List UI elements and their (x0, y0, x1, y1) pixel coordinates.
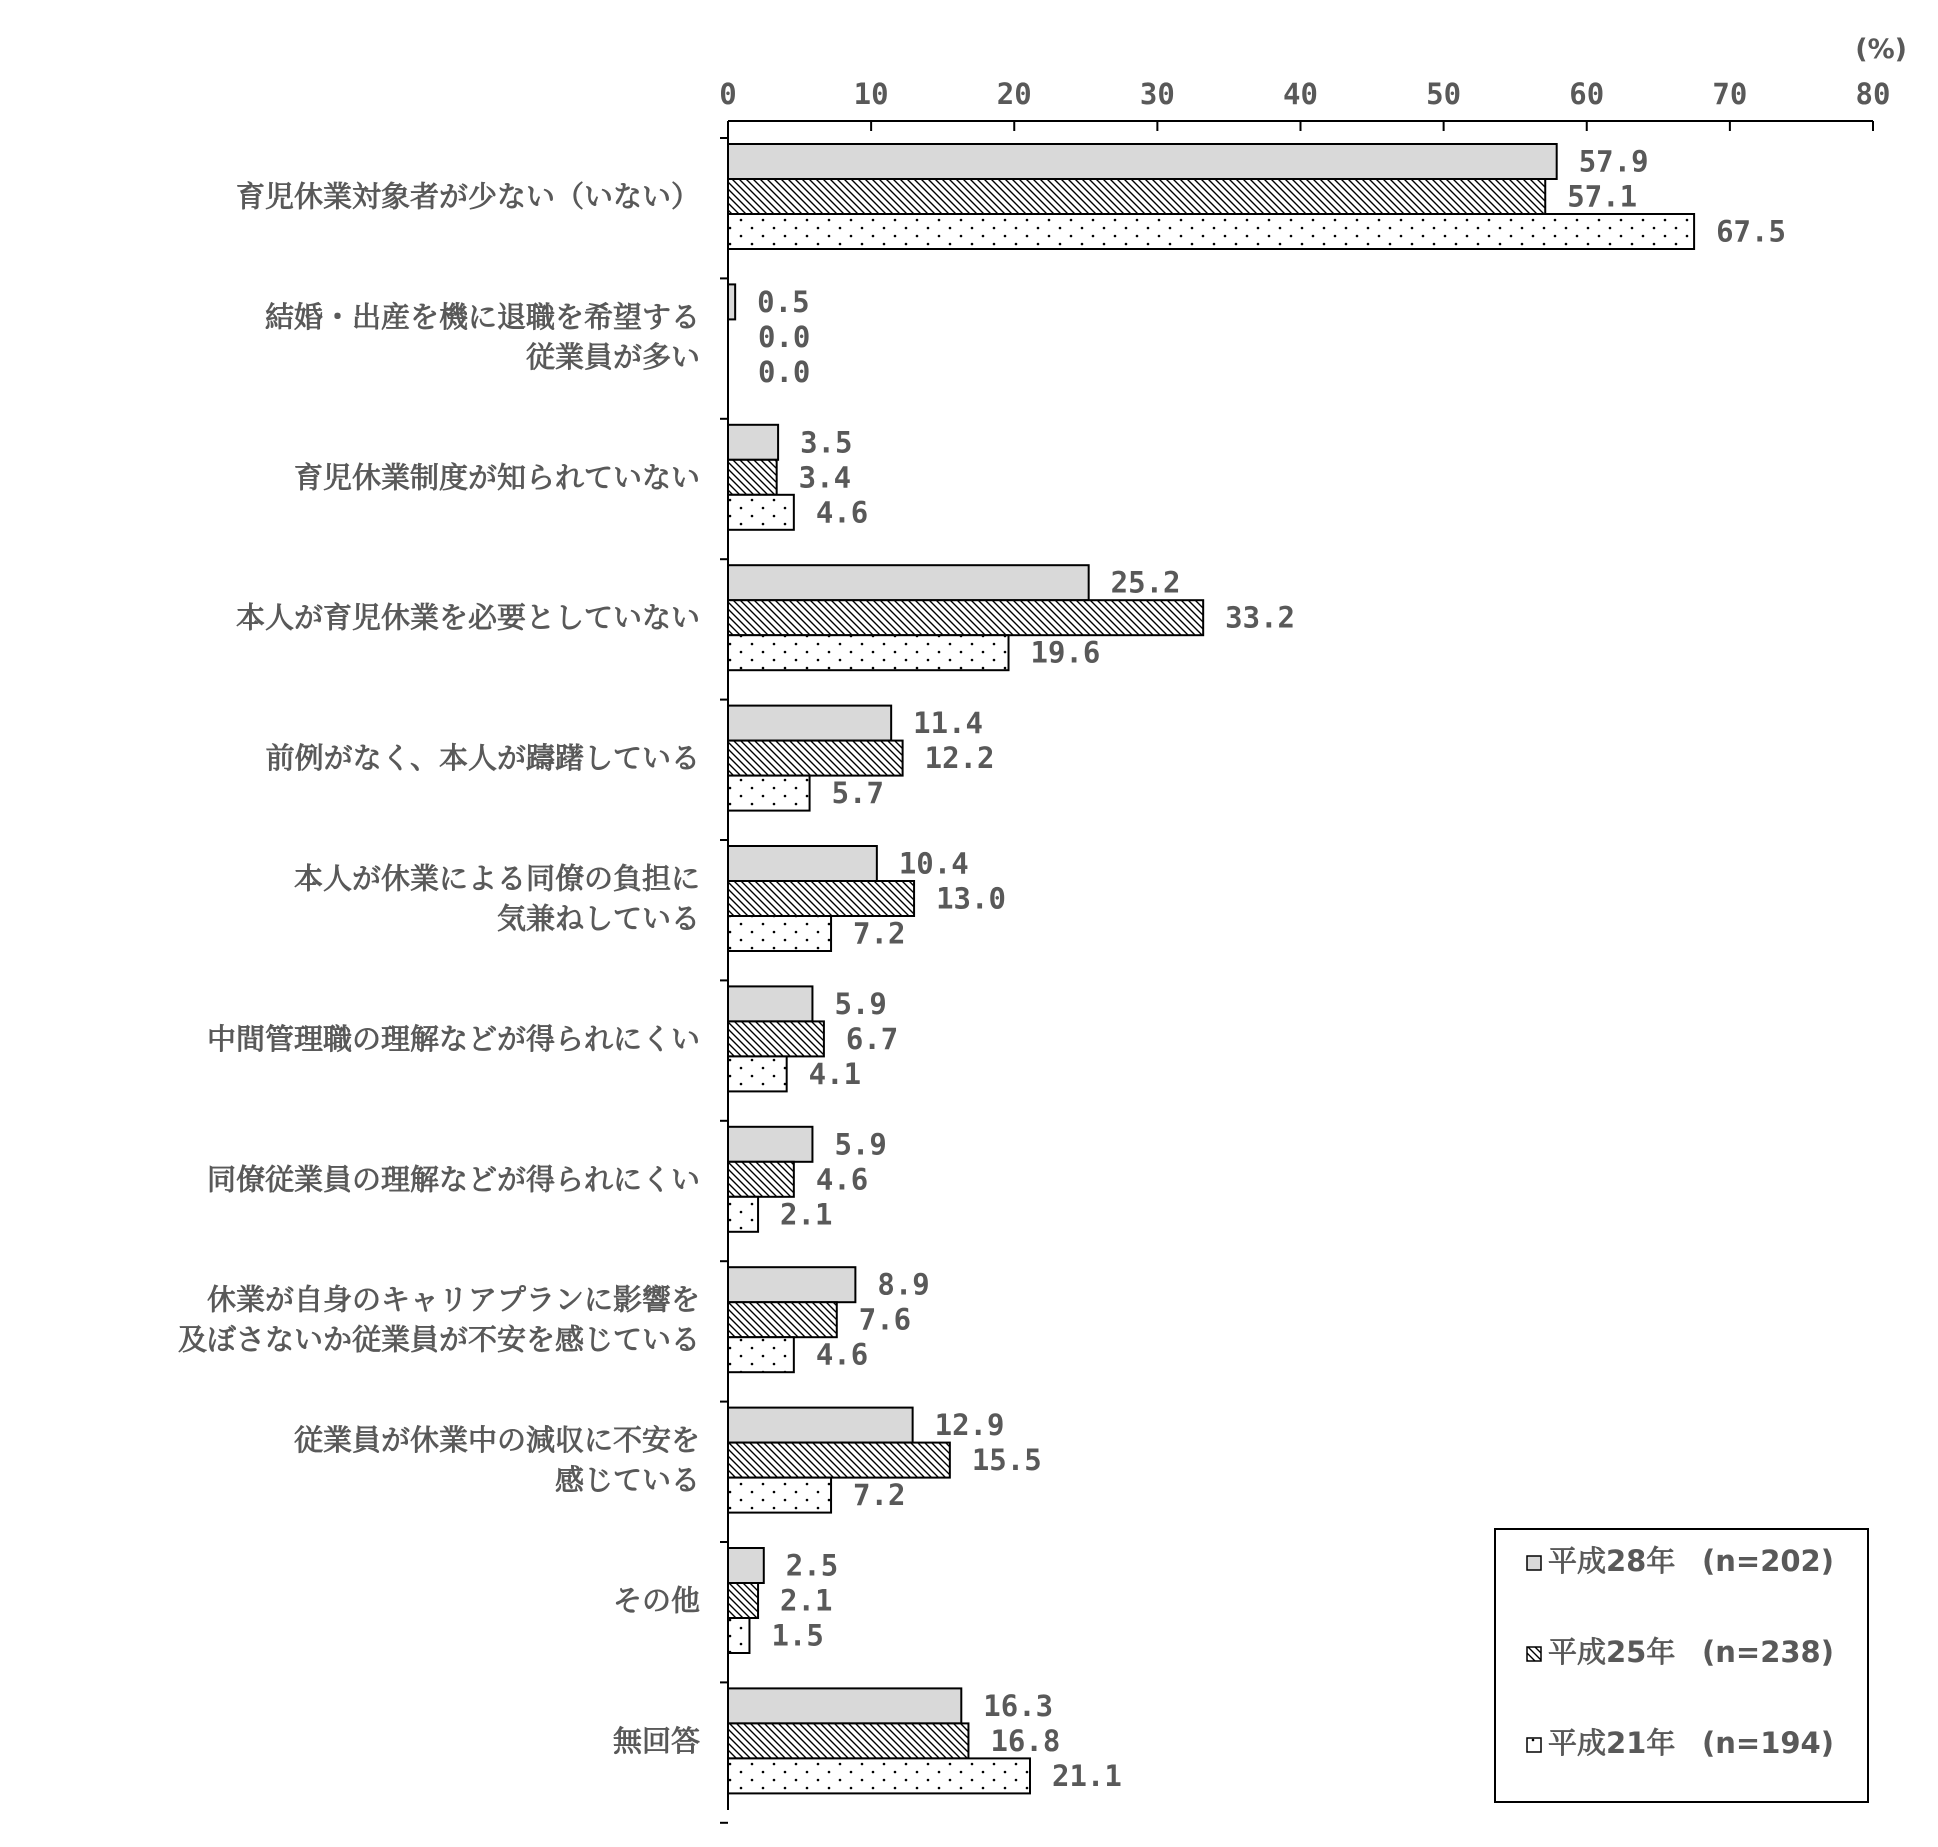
legend-series-n: (n=202) (1702, 1544, 1834, 1578)
data-label: 25.2 (1110, 565, 1181, 600)
legend-series-n: (n=238) (1702, 1635, 1834, 1669)
bar (728, 1021, 824, 1056)
data-label: 21.1 (1051, 1758, 1122, 1793)
bar (728, 425, 778, 460)
data-label: 10.4 (898, 846, 969, 881)
bar (728, 1408, 913, 1443)
data-label: 0.0 (758, 319, 811, 354)
data-label: 15.5 (971, 1443, 1042, 1478)
axis-unit-label: (%) (1855, 34, 1907, 65)
legend-swatch (1527, 1647, 1541, 1661)
data-label: 4.6 (815, 1162, 869, 1197)
category-label: 結婚・出産を機に退職を希望する (264, 299, 700, 334)
category-label: 育児休業制度が知られていない (293, 460, 700, 495)
data-label: 2.1 (780, 1197, 833, 1232)
category-label: 本人が休業による同僚の負担に (293, 861, 700, 896)
data-label: 16.3 (983, 1688, 1054, 1723)
bar (728, 1443, 950, 1478)
category-label: 従業員が休業中の減収に不安を (293, 1423, 700, 1458)
category-label: 気兼ねしている (496, 901, 700, 936)
x-tick-label: 40 (1283, 77, 1318, 111)
data-label: 8.9 (877, 1267, 930, 1302)
data-label: 5.9 (834, 986, 887, 1021)
x-tick-label: 20 (996, 77, 1032, 111)
bar (728, 1127, 812, 1162)
bar (728, 1583, 758, 1618)
bar (728, 916, 831, 951)
x-tick-label: 60 (1569, 77, 1605, 111)
legend-swatch (1527, 1738, 1541, 1752)
bar (728, 846, 877, 881)
data-label: 19.6 (1030, 635, 1101, 670)
legend-series-name: 平成25年 (1548, 1635, 1676, 1669)
data-label: 11.4 (913, 706, 984, 741)
x-tick-label: 0 (719, 77, 737, 111)
bar (728, 460, 777, 495)
bar (728, 1056, 787, 1091)
bar (728, 284, 735, 319)
data-label: 5.9 (834, 1127, 887, 1162)
bar (728, 1758, 1030, 1793)
legend-swatch (1527, 1556, 1541, 1570)
data-label: 0.0 (758, 354, 811, 389)
bar (728, 179, 1545, 214)
data-label: 16.8 (990, 1723, 1061, 1758)
data-label: 4.6 (815, 495, 869, 530)
legend-series-name: 平成21年 (1548, 1726, 1676, 1760)
category-label: 同僚従業員の理解などが得られにくい (206, 1162, 700, 1197)
x-tick-label: 50 (1426, 77, 1462, 111)
data-label: 33.2 (1225, 600, 1296, 635)
data-label: 7.6 (858, 1302, 912, 1337)
data-label: 0.5 (757, 284, 810, 319)
bar (728, 144, 1557, 179)
data-label: 7.2 (853, 1478, 906, 1513)
data-label: 3.4 (798, 460, 852, 495)
bar (728, 1723, 968, 1758)
bar (728, 1337, 794, 1372)
data-label: 57.1 (1567, 179, 1638, 214)
data-label: 4.1 (808, 1056, 862, 1091)
bar (728, 741, 903, 776)
bar (728, 635, 1009, 670)
bar (728, 1302, 837, 1337)
bar (728, 565, 1089, 600)
bar (728, 600, 1203, 635)
legend (1495, 1529, 1868, 1802)
category-label: 育児休業対象者が少ない（いない） (235, 179, 700, 214)
bar (728, 1548, 764, 1583)
category-label: 本人が育児休業を必要としていない (235, 600, 700, 635)
category-label: その他 (612, 1583, 700, 1618)
data-label: 12.2 (924, 741, 995, 776)
data-label: 67.5 (1716, 214, 1786, 249)
data-label: 1.5 (771, 1618, 824, 1653)
legend-series-name: 平成28年 (1548, 1544, 1676, 1578)
data-label: 13.0 (936, 881, 1006, 916)
data-label: 3.5 (800, 425, 853, 460)
category-label: 前例がなく、本人が躊躇している (265, 741, 700, 776)
category-labels (178, 180, 700, 1758)
bar (728, 1688, 961, 1723)
data-label: 57.9 (1578, 144, 1649, 179)
bar (728, 1267, 855, 1302)
bar (728, 214, 1694, 249)
bar (728, 776, 810, 811)
data-label: 4.6 (815, 1337, 869, 1372)
bar (728, 1478, 831, 1513)
data-label: 2.5 (785, 1548, 839, 1583)
data-label: 12.9 (934, 1408, 1005, 1443)
category-label: 従業員が多い (525, 339, 700, 374)
x-tick-label: 80 (1855, 77, 1891, 111)
category-label: 及ぼさないか従業員が不安を感じている (177, 1322, 700, 1357)
data-label: 6.7 (845, 1021, 899, 1056)
bar (728, 495, 794, 530)
bar (728, 986, 812, 1021)
category-label: 無回答 (612, 1723, 700, 1758)
bar (728, 1197, 758, 1232)
data-label: 2.1 (780, 1583, 833, 1618)
bar (728, 881, 914, 916)
legend-series-n: (n=194) (1702, 1726, 1834, 1760)
bar (728, 706, 891, 741)
x-tick-label: 70 (1712, 77, 1748, 111)
category-label: 感じている (554, 1463, 700, 1498)
category-label: 中間管理職の理解などが得られにくい (206, 1021, 700, 1056)
data-label: 5.7 (831, 776, 884, 811)
data-label: 7.2 (853, 916, 906, 951)
x-tick-label: 10 (853, 77, 889, 111)
bar (728, 1162, 794, 1197)
category-label: 休業が自身のキャリアプランに影響を (206, 1282, 700, 1317)
bar (728, 1618, 749, 1653)
x-tick-label: 30 (1139, 77, 1175, 111)
